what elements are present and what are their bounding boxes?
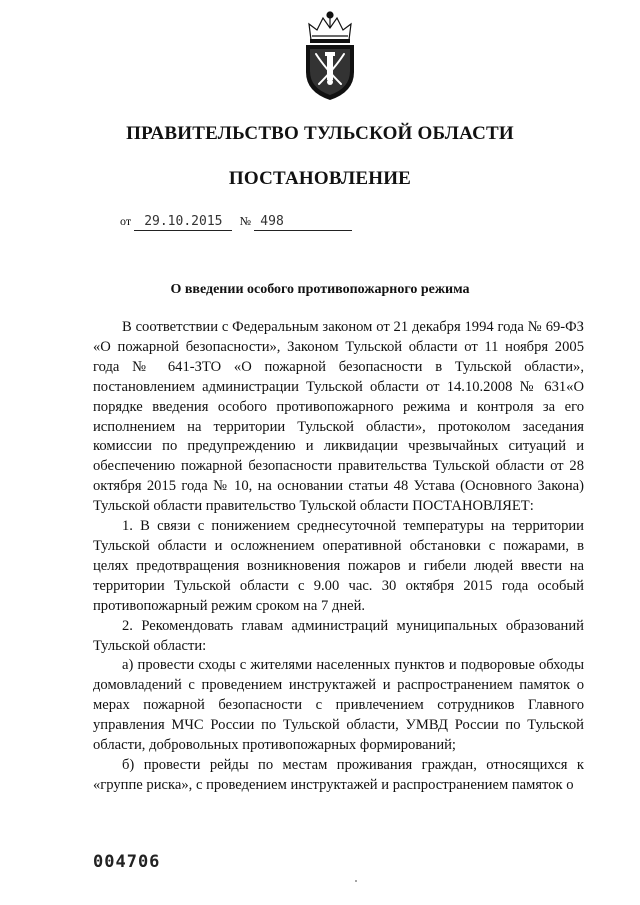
preamble-paragraph: В соответствии с Федеральным законом от 21 декабря 1994 года № 69-ФЗ «О пожарной безопасности», Законом Тульской области от 11 ноября 2005 года № 641-ЗТО «О пожарной безопасности в Тульской области», постановлением администрации Тульской области от 14.10.2008 № 631«О порядке введения особого противопожарного режима и контроля за его исполнением на территории Тульской области», протоколом заседания комиссии по предупреждению и ликвидации чрезвычайных ситуаций и обеспечению пожарной безопасности правительства Тульской области от 28 октября 2015 года № 10, на основании статьи 48 Устава (Основного Закона) Тульской области правительство Тульской области ПОСТАНОВЛЯЕТ: — [93, 319, 584, 515]
clause-2-paragraph: 2. Рекомендовать главам администраций муниципальных образований Тульской области: — [93, 617, 584, 654]
clause-2a-paragraph: а) провести сходы с жителями населенных пунктов и подворовые обходы домовладений с проведением инструктажей и распространением памяток о мерах пожарной безопасности с привлечением сотрудников Главного управления МЧС России по Тульской области, УМВД России по Тульской области, добровольных противопожарных формирований; — [93, 657, 584, 754]
document-date: 29.10.2015 — [134, 214, 232, 231]
number-label: № — [239, 214, 252, 228]
document-number: 498 — [254, 214, 352, 231]
date-label: от — [120, 214, 132, 228]
document-body — [93, 318, 584, 796]
serial-number: 004706 — [93, 852, 161, 872]
scan-speck — [355, 880, 357, 882]
clause-1-paragraph: 1. В связи с понижением среднесуточной температуры на территории Тульской области и осложнением оперативной обстановки с пожарами, в целях предотвращения возникновения пожаров и гибели людей ввести на территории Тульской области с 9.00 час. 30 октября 2015 года особый противопожарный режим сроком на 7 дней. — [93, 518, 584, 614]
organization-title: ПРАВИТЕЛЬСТВО ТУЛЬСКОЙ ОБЛАСТИ — [126, 123, 514, 144]
document-type-title: ПОСТАНОВЛЕНИЕ — [228, 168, 412, 189]
clause-2b-paragraph: б) провести рейды по местам проживания граждан, относящихся к «группе риска», с проведением инструктажей и распространением памяток о — [93, 756, 584, 793]
tula-region-coat-of-arms-icon — [299, 10, 361, 102]
date-number-line — [120, 213, 352, 231]
document-subject: О введении особого противопожарного режима — [170, 282, 470, 297]
